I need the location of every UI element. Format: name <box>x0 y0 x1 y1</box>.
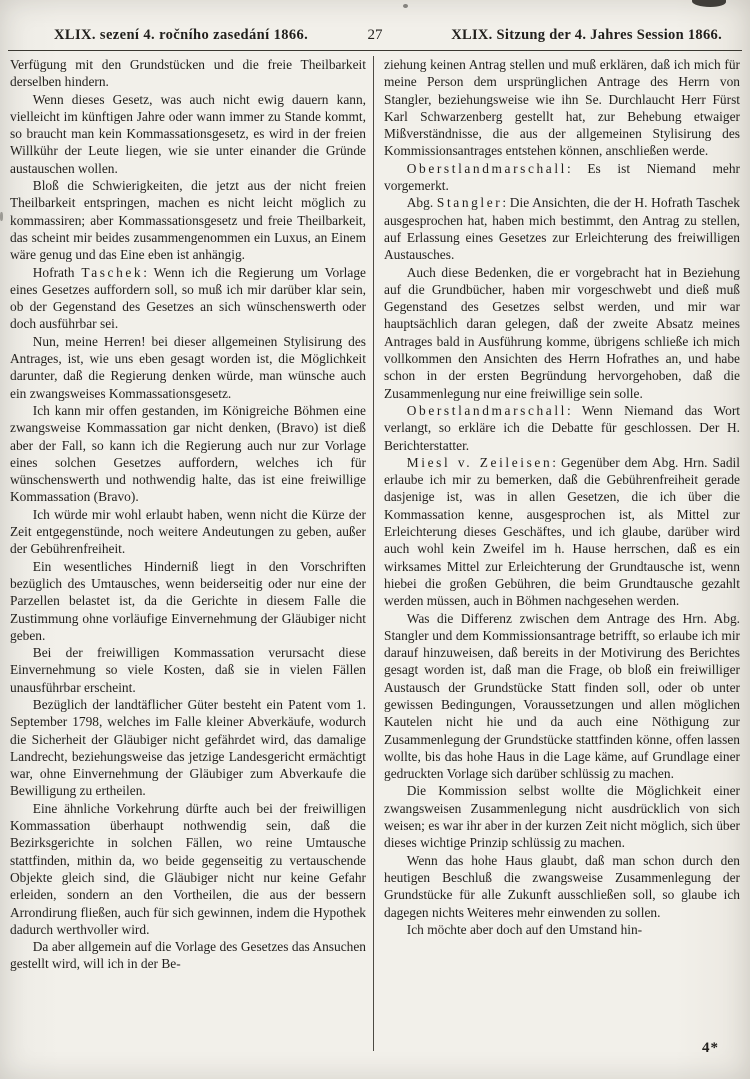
paragraph: Bei der freiwilligen Kommassation verursacht diese Einvernehmung so viele Kosten, daß sie in vielen Fällen unausführbar erscheint. <box>10 645 366 695</box>
scan-artifact <box>0 212 3 221</box>
paragraph: Da aber allgemein auf die Vorlage des Gesetzes das Ansuchen gestellt wird, will ich in der Be- <box>10 939 366 972</box>
paragraph: Eine ähnliche Vorkehrung dürfte auch bei der freiwilligen Kommassation überhaupt nothwendig sein, daß die Bezirksgerichte in solchen Fällen, wo reine Umtausche stattfinden, mithin da, wo beide gegenseitig zu vertauschende Objekte gleich sind, die Gläubiger nicht nur keine Gefahr erleiden, sondern an den Vortheilen, die aus der bessern Arrondirung fließen, auch für sich gewinnen, indem die Hypothek dadurch werthvoller wird. <box>10 800 366 937</box>
left-column <box>0 56 373 1051</box>
paragraph: Bezüglich der landtäflicher Güter besteht ein Patent vom 1. September 1798, welches im Falle kleiner Abverkäufe, wodurch die Sicherheit der Gläubiger nicht gefährdet wird, das damalige Landrecht, beziehungsweise das jetzige Landesgericht ermächtigt war, ohne Einvernehmung der Gläubiger zum Abverkaufe die Bewilligung zu ertheilen. <box>10 696 366 799</box>
signature-mark: 4* <box>702 1040 719 1056</box>
paragraph: Die Kommission selbst wollte die Möglichkeit einer zwangsweisen Zusammenlegung nicht ausdrücklich von sich weisen; es war ihr aber in der kurzen Zeit nicht möglich, sich über dieses wichtige Prinzip schlüssig zu machen. <box>384 783 740 851</box>
paragraph: ziehung keinen Antrag stellen und muß erklären, daß ich mich für meine Person dem ursprünglichen Antrage des Herrn von Stangler, beziehungsweise wie ihn Se. Durchlaucht Herr Fürst Karl Schwarzenberg gestellt hat, zur Behebung etwaiger Mißverständnisse, die aus der allgemeinen Stylisirung des Kommissionsantrages entstehen können, anschließen werde. <box>384 57 740 159</box>
paragraph: Auch diese Bedenken, die er vorgebracht hat in Beziehung auf die Grundbücher, haben mir vorgeschwebt und dieß muß Gegenstand des Gesetzes selbst werden, und mir war hauptsächlich daran gelegen, daß der zweite Absatz meines Antrages bald in Ausführung komme, übrigens schließe ich mich vollkommen den Ansichten des Herrn Hofrathes an, und habe schon in der ersten Begründung hervorgehoben, daß die Zusammenlegung nur eine freiwillige sein solle. <box>384 264 740 401</box>
text-columns <box>0 51 750 1051</box>
page-header <box>0 0 750 48</box>
paragraph: Wenn das hohe Haus glaubt, daß man schon durch den heutigen Beschluß die zwangsweise Zusammenlegung der Grundstücke für alle Zukunft ausschließen soll, so glaube ich dagegen nichts Weiteres mehr einwenden zu sollen. <box>384 852 740 920</box>
page-number: 27 <box>367 27 383 43</box>
paragraph: Was die Differenz zwischen dem Antrage des Hrn. Abg. Stangler und dem Kommissionsantrage betrifft, so erlaube ich mir darauf hinzuweisen, daß bereits in der Motivirung des Berichtes gesagt worden ist, daß man die Frage, ob bloß ein freiwilliger Austausch der Grundstücke Statt finden soll, oder ob unter gewissen Bedingungen, Voraussetzungen und allen möglichen Kautelen nicht hie und da auch eine Nöthigung zur Zusammenlegung der Grundstücke stattfinden könne, offen lassen wollte, bis das hohe Haus in die Lage käme, auf Grundlage einer gedruckten Vorlage sich darüber schlüssig zu machen. <box>384 610 740 782</box>
paragraph: Hofrath Taschek: Wenn ich die Regierung um Vorlage eines Gesetzes auffordern soll, so muß ich mir darüber klar sein, ob der Gegenstand des Gesetzes an sich wünschenswerth oder doch ausführbar sei. <box>10 264 366 332</box>
paragraph: Ein wesentliches Hinderniß liegt in den Vorschriften bezüglich des Umtausches, wenn beiderseitig oder nur eine der Parzellen belastet ist, da die Gerichte in diesem Falle die Zustimmung ohne vorläufige Einvernehmung der Gläubiger nicht geben. <box>10 558 366 643</box>
right-column <box>373 56 749 1051</box>
paragraph: Miesl v. Zeileisen: Gegenüber dem Abg. Hrn. Sadil erlaube ich mir zu bemerken, daß die Gebührenfreiheit gerade dasjenige ist, was in allen Gesetzen, die ich über die Kommassation kenne, ausgesprochen ist, als Mittel zur Erleichterung dieses Geschäftes, und ich glaube, darüber wird auch wohl kein Zweifel im h. Hause herrschen, daß es ein wirksames Mittel zur Erleichterung der Grundtausche ist, wenn hiebei die großen Gebühren, die beim Grundtausche gezahlt werden müssen, auch in Böhmen nachgesehen werden. <box>384 454 741 609</box>
header-czech-title: XLIX. sezení 4. ročního zasedání 1866. <box>54 27 309 43</box>
speaker-name: Oberstlandmarschall <box>406 160 567 176</box>
scan-artifact <box>403 4 408 8</box>
speaker-name: Miesl v. Zeileisen <box>406 454 553 470</box>
paragraph: Bloß die Schwierigkeiten, die jetzt aus der nicht freien Theilbarkeit entspringen, machen es nicht leicht möglich zu kommassiren; aber Kommassationsgesetz und freie Theilbarkeit, das scheint mir beides zusammengenommen ein Luxus, an Einem wäre genug und das Eine eben ist anhängig. <box>10 178 366 263</box>
paragraph: Oberstlandmarschall: Es ist Niemand mehr vorgemerkt. <box>384 160 740 194</box>
paragraph: Ich möchte aber doch auf den Umstand hin- <box>406 921 643 937</box>
paragraph: Wenn dieses Gesetz, was auch nicht ewig dauern kann, vielleicht im künftigen Jahre oder wann immer zu Stande kommt, so braucht man kein Kommassationsgesetz, es wird in der freien Willkühr der Leute liegen, wie sie unter einander die Gründe austauschen wollen. <box>10 91 366 176</box>
header-german-title: XLIX. Sitzung der 4. Jahres Session 1866. <box>451 27 722 43</box>
paragraph: Abg. Stangler: Die Ansichten, die der H. Hofrath Taschek ausgesprochen hat, haben mich bestimmt, den Antrag zu stellen, auf Erlassung eines Gesetzes zur Erleichterung des freiwilligen Austausches. <box>384 195 740 263</box>
speaker-name: Stangler <box>436 195 503 211</box>
paragraph: Nun, meine Herren! bei dieser allgemeinen Stylisirung des Antrages, ist, wie uns eben gesagt worden ist, die Möglichkeit darunter, daß die Regierung denken würde, man wünsche auch ein zwangsweises Kommassationsgesetz. <box>10 333 366 401</box>
paragraph: Ich kann mir offen gestanden, im Königreiche Böhmen eine zwangsweise Kommassation gar nicht denken, (Bravo) ist dieß aber der Fall, so kann ich die Regierung auch nur zur Vorlage eines solchen Gesetzes auffordern, welches ich für wünschenswerth und nothwendig halte, das ist eine freiwillige Kommassation (Bravo). <box>10 402 366 505</box>
paragraph: Verfügung mit den Grundstücken und die freie Theilbarkeit derselben hindern. <box>10 57 366 90</box>
speaker-name: Oberstlandmarschall <box>406 402 567 418</box>
speaker-name: Taschek <box>81 264 144 280</box>
paragraph: Oberstlandmarschall: Wenn Niemand das Wort verlangt, so erkläre ich die Debatte für geschlossen. Der H. Berichterstatter. <box>384 402 740 453</box>
paragraph: Ich würde mir wohl erlaubt haben, wenn nicht die Kürze der Zeit entgegenstünde, noch weitere Andeutungen zu geben, außer der Gebührenfreiheit. <box>10 506 366 557</box>
